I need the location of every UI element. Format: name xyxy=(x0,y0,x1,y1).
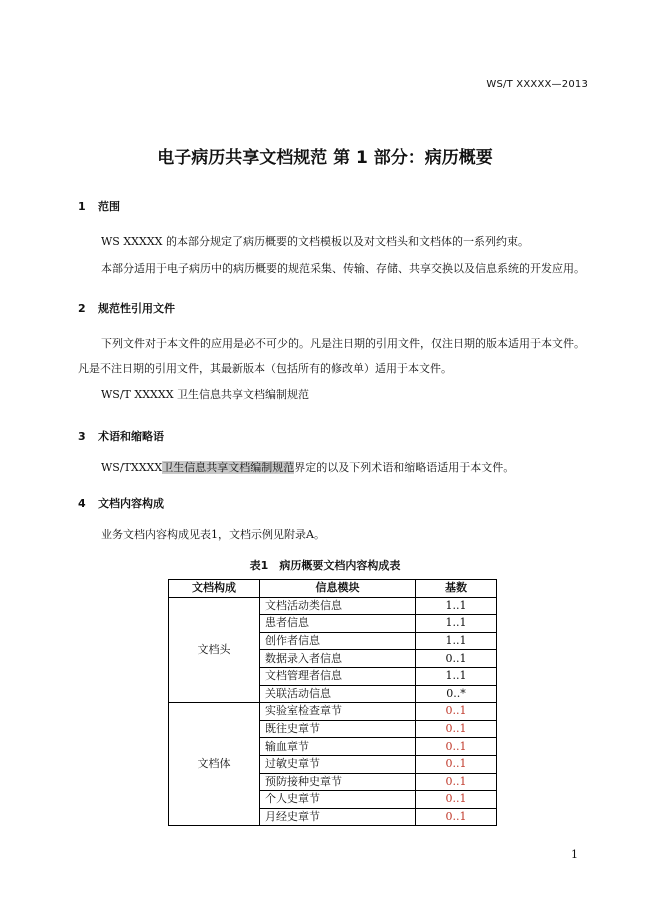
section-4-heading xyxy=(78,495,164,511)
section-title: 范围 xyxy=(98,200,120,213)
section-1-paragraph-1: WS XXXXX 的本部分规定了病历概要的文档模板以及对文档头和文档体的一系列约束。 xyxy=(101,235,529,248)
module-cell: 文档管理者信息 xyxy=(260,667,416,685)
cardinality-cell: 0..1 xyxy=(416,703,497,721)
module-cell: 输血章节 xyxy=(260,738,416,756)
module-cell: 关联活动信息 xyxy=(260,685,416,703)
document-title: 电子病历共享文档规范 第 1 部分：病历概要 xyxy=(157,148,493,168)
highlighted-reference: 卫生信息共享文档编制规范 xyxy=(162,461,295,474)
section-3-paragraph xyxy=(101,461,514,475)
section-number: 4 xyxy=(78,497,86,510)
module-cell: 预防接种史章节 xyxy=(260,773,416,791)
module-cell: 文档活动类信息 xyxy=(260,597,416,615)
section-1-paragraph-2: 本部分适用于电子病历中的病历概要的规范采集、传输、存储、共享交换以及信息系统的开发应用。 xyxy=(101,262,585,275)
module-cell: 月经史章节 xyxy=(260,808,416,826)
module-cell: 创作者信息 xyxy=(260,632,416,650)
cardinality-cell: 1..1 xyxy=(416,667,497,685)
content-table xyxy=(168,579,497,826)
section-title: 文档内容构成 xyxy=(98,497,164,510)
header-cardinality: 基数 xyxy=(416,580,497,598)
module-cell: 既往史章节 xyxy=(260,720,416,738)
section-number: 1 xyxy=(78,200,86,213)
header-info-module: 信息模块 xyxy=(260,580,416,598)
cardinality-cell: 1..1 xyxy=(416,597,497,615)
cardinality-cell: 0..1 xyxy=(416,755,497,773)
cardinality-cell: 0..1 xyxy=(416,720,497,738)
table-row xyxy=(169,703,497,721)
section-2-paragraph-1: 下列文件对于本文件的应用是必不可少的。凡是注日期的引用文件，仅注日期的版本适用于本文件。 xyxy=(101,337,585,350)
header-doc-composition: 文档构成 xyxy=(169,580,260,598)
cardinality-cell: 0..1 xyxy=(416,808,497,826)
section-1-heading xyxy=(78,198,120,214)
header-doc-code: WS/T XXXXX—2013 xyxy=(486,79,588,90)
group-label: 文档头 xyxy=(169,597,260,703)
cardinality-cell: 0..* xyxy=(416,685,497,703)
section-3-heading xyxy=(78,428,164,444)
section-2-heading xyxy=(78,300,175,316)
cardinality-cell: 1..1 xyxy=(416,632,497,650)
section-title: 规范性引用文件 xyxy=(98,302,175,315)
cardinality-cell: 0..1 xyxy=(416,738,497,756)
section-2-reference: WS/T XXXXX 卫生信息共享文档编制规范 xyxy=(101,388,310,401)
cardinality-cell: 0..1 xyxy=(416,773,497,791)
table-row xyxy=(169,597,497,615)
cardinality-cell: 0..1 xyxy=(416,791,497,809)
page-number: 1 xyxy=(571,848,578,861)
section-2-paragraph-2: 凡是不注日期的引用文件，其最新版本（包括所有的修改单）适用于本文件。 xyxy=(78,362,452,375)
section-number: 3 xyxy=(78,430,86,443)
section-4-paragraph: 业务文档内容构成见表1，文档示例见附录A。 xyxy=(101,528,325,541)
module-cell: 实验室检查章节 xyxy=(260,703,416,721)
module-cell: 个人史章节 xyxy=(260,791,416,809)
table-caption: 表1 病历概要文档内容构成表 xyxy=(249,559,401,572)
cardinality-cell: 1..1 xyxy=(416,615,497,633)
text-suffix: 界定的以及下列术语和缩略语适用于本文件。 xyxy=(294,461,515,474)
section-title: 术语和缩略语 xyxy=(98,430,164,443)
section-number: 2 xyxy=(78,302,86,315)
text-prefix: WS/TXXXX xyxy=(101,461,163,474)
cardinality-cell: 0..1 xyxy=(416,650,497,668)
table-header-row xyxy=(169,580,497,598)
module-cell: 患者信息 xyxy=(260,615,416,633)
module-cell: 数据录入者信息 xyxy=(260,650,416,668)
group-label: 文档体 xyxy=(169,703,260,826)
module-cell: 过敏史章节 xyxy=(260,755,416,773)
